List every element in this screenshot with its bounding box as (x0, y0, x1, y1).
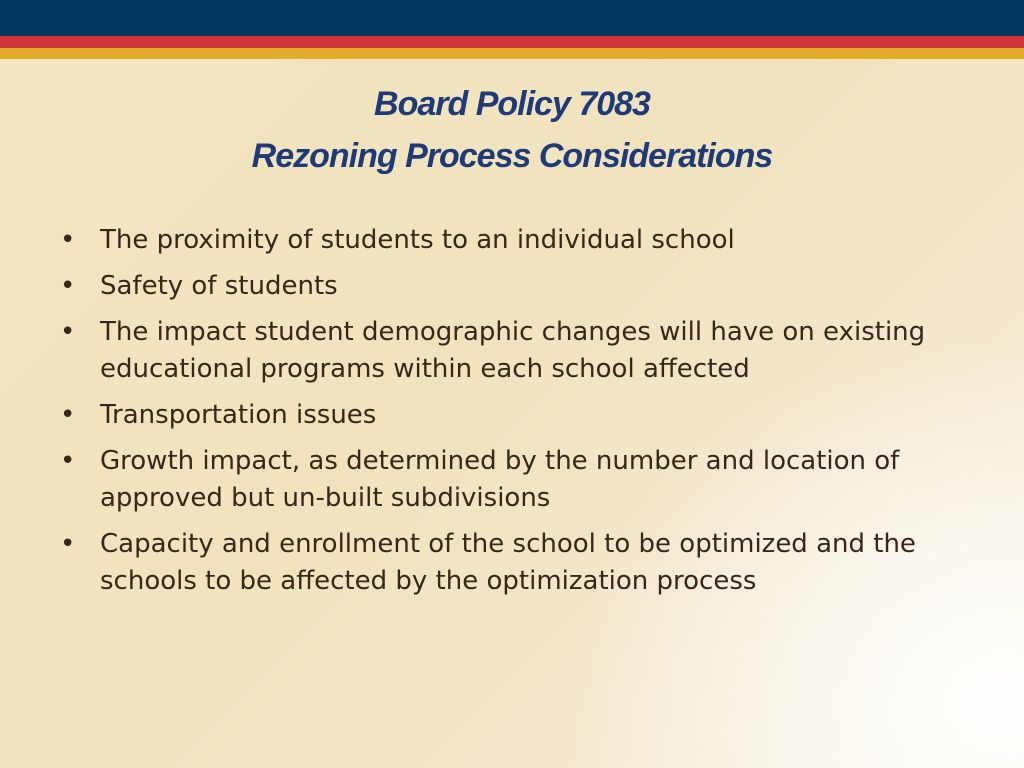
bullet-item (58, 526, 958, 600)
header-band-gold (0, 48, 1024, 59)
header-band-red (0, 36, 1024, 48)
bullet-text: Safety of students (100, 271, 338, 301)
bullet-item (58, 397, 958, 434)
header-band-navy (0, 0, 1024, 36)
bullet-item (58, 222, 958, 259)
bullet-icon: • (60, 225, 76, 255)
bullet-item (58, 443, 958, 517)
bullet-item (58, 314, 958, 388)
title-line-1: Board Policy 7083 (374, 85, 650, 123)
bullet-icon: • (60, 271, 76, 301)
bullet-icon: • (60, 317, 76, 347)
slide-title (0, 78, 1024, 182)
bullet-text: The proximity of students to an individual school (100, 225, 735, 255)
bullet-icon: • (60, 400, 76, 430)
bullet-text: Growth impact, as determined by the number and location of approved but un-built subdivisions (100, 446, 900, 513)
bullet-list (58, 222, 958, 609)
bullet-text: Capacity and enrollment of the school to be optimized and the schools to be affected by the optimization process (100, 529, 916, 596)
title-line-2: Rezoning Process Considerations (251, 137, 773, 175)
bullet-text: Transportation issues (100, 400, 377, 430)
bullet-icon: • (60, 446, 76, 476)
bullet-text: The impact student demographic changes will have on existing educational programs within each school affected (100, 317, 926, 384)
bullet-icon: • (60, 529, 76, 559)
bullet-item (58, 268, 958, 305)
